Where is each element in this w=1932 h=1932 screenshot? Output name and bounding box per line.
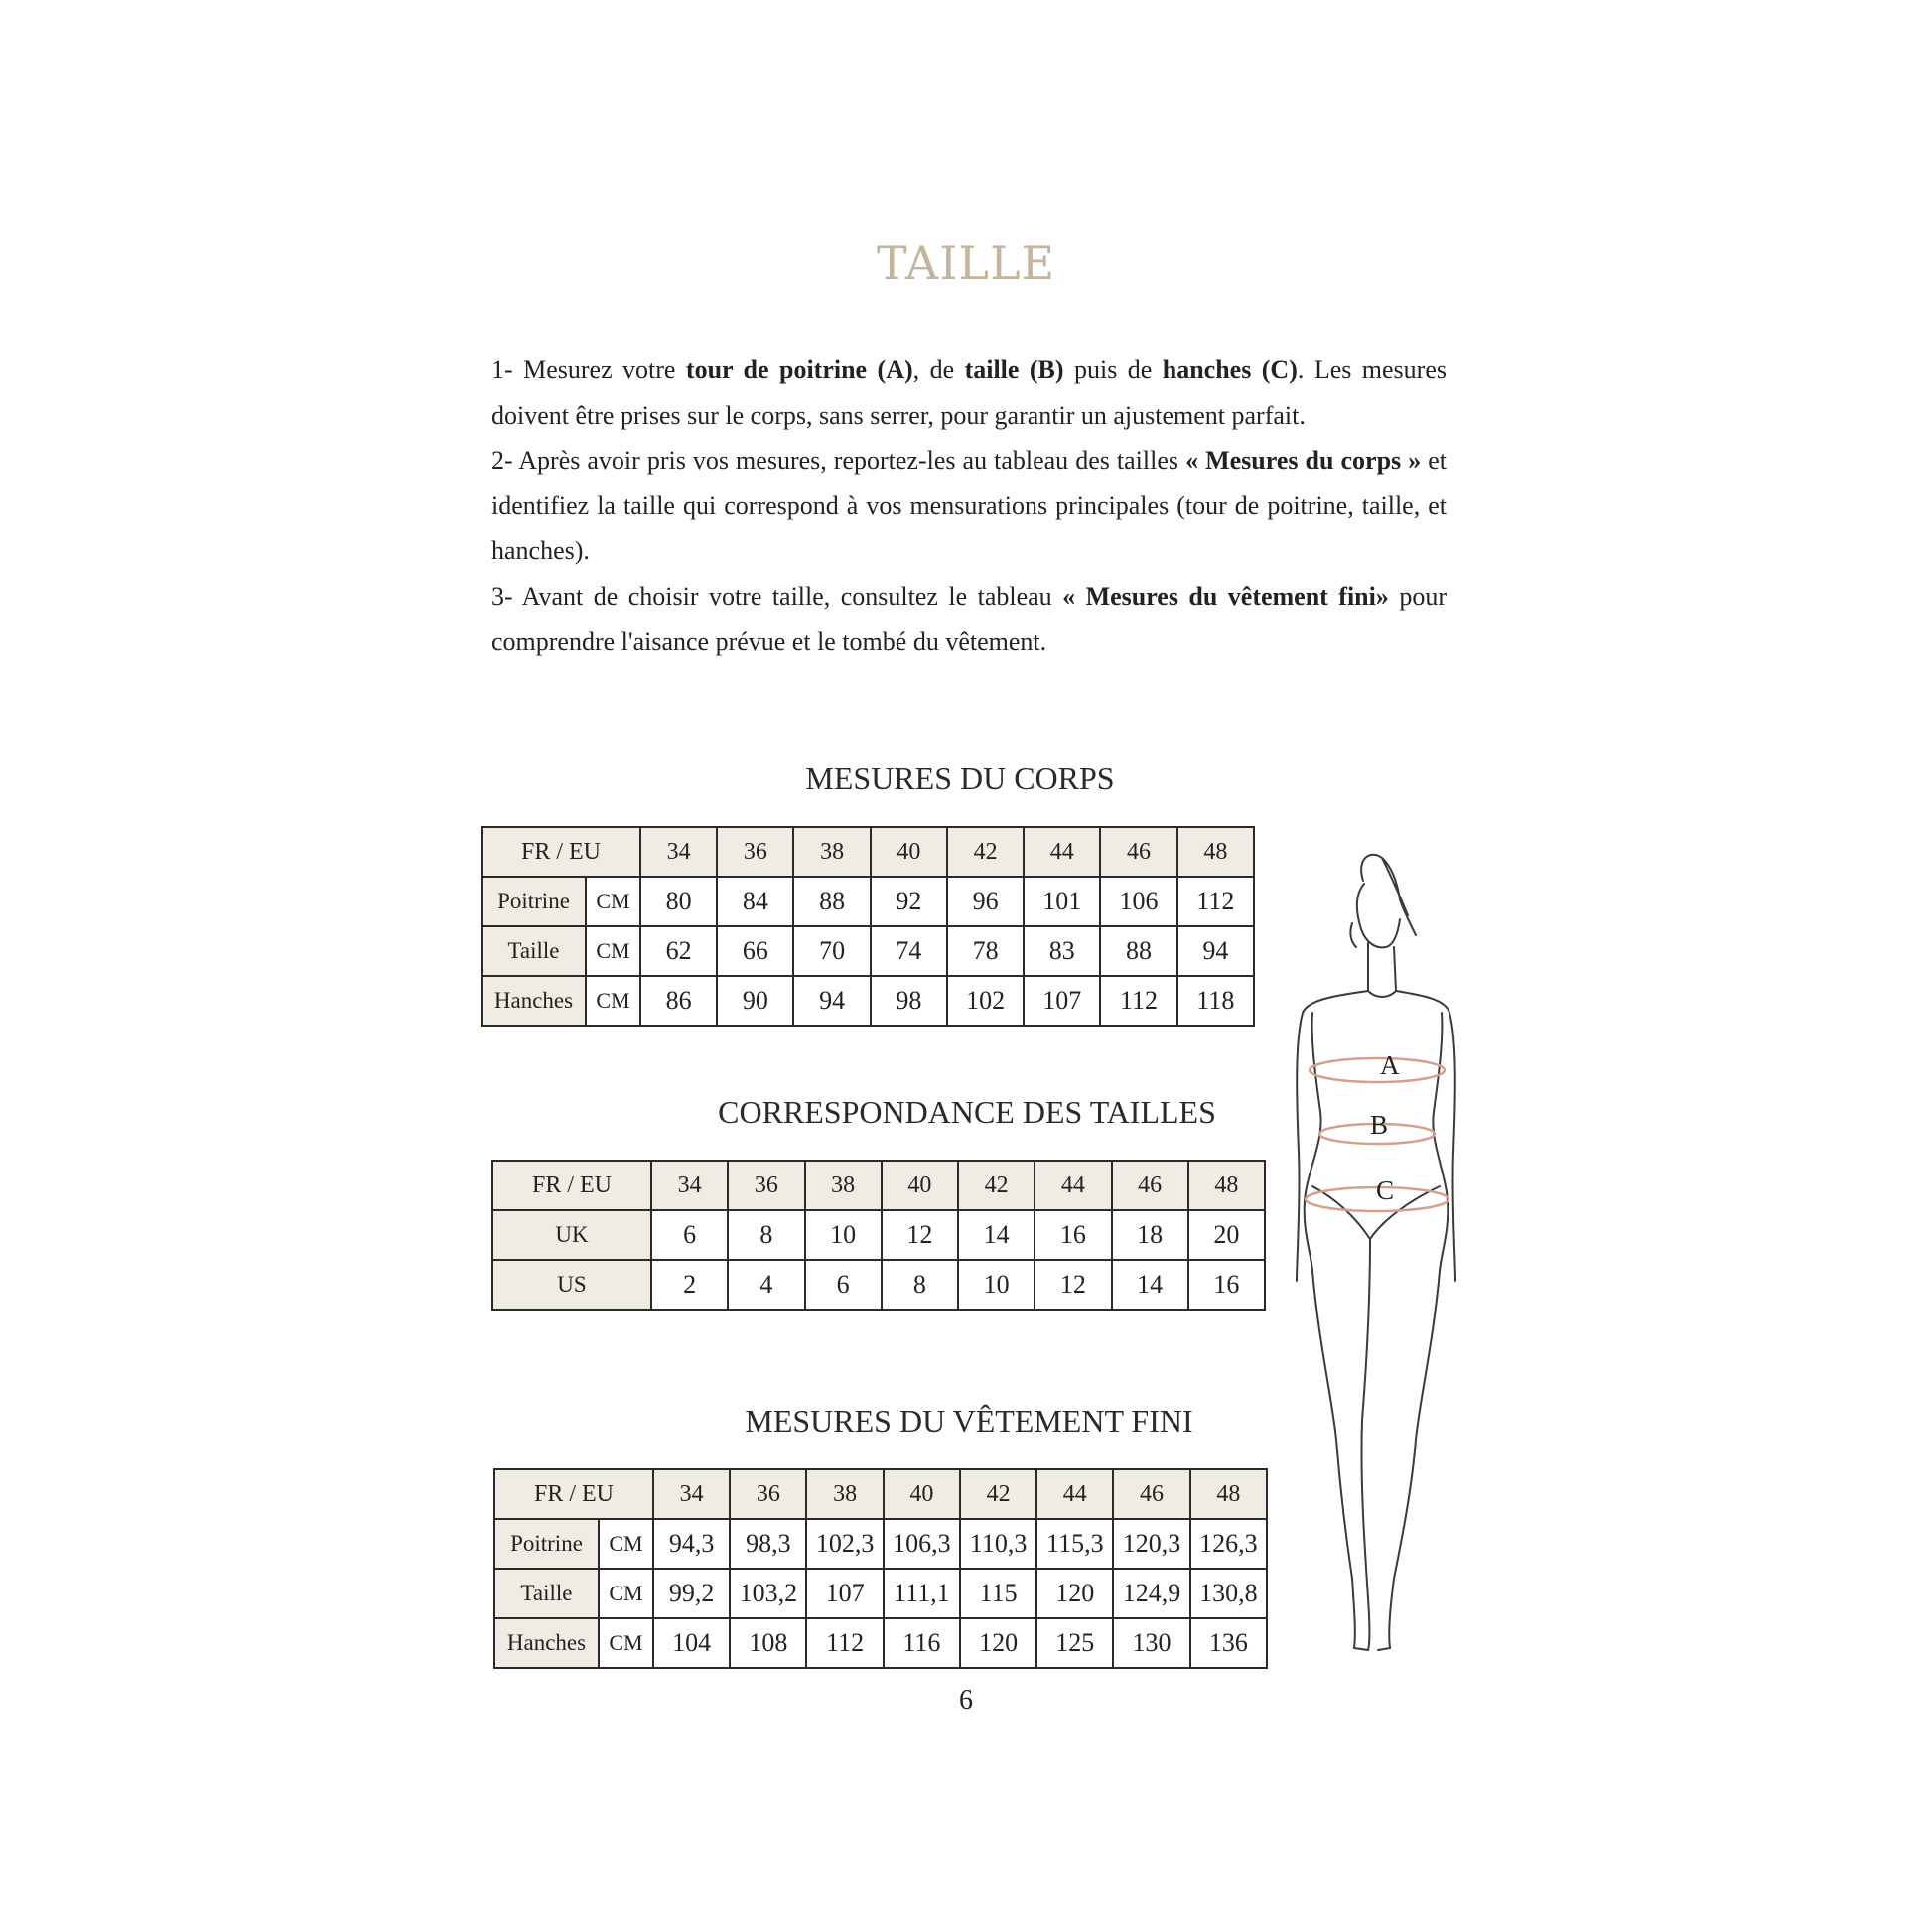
size-header: 40: [882, 1161, 958, 1210]
instruction-step-1: [491, 347, 1447, 438]
table-cell: 99,2: [653, 1569, 730, 1618]
figure-right-arm: [1396, 991, 1455, 1281]
size-header: 46: [1113, 1469, 1189, 1519]
table-cell: 118: [1177, 976, 1254, 1026]
figure-hair: [1361, 855, 1416, 935]
table-cell: 62: [640, 926, 717, 976]
table-cell: 102,3: [806, 1519, 883, 1569]
bust-label: A: [1380, 1050, 1400, 1080]
table-cell: 84: [717, 877, 793, 926]
table-cell: 106,3: [884, 1519, 960, 1569]
table-cell: 2: [651, 1260, 728, 1310]
step-3-text: 3- Avant de choisir votre taille, consultez le tableau: [491, 581, 1063, 611]
table-cell: 94: [1177, 926, 1254, 976]
size-header: 40: [884, 1469, 960, 1519]
table-row: [482, 877, 1254, 926]
size-header: 38: [805, 1161, 882, 1210]
table-cell: 102: [947, 976, 1024, 1026]
table-cell: 88: [793, 877, 870, 926]
table-cell: 16: [1188, 1260, 1265, 1310]
table-cell: 80: [640, 877, 717, 926]
table-cell: 110,3: [960, 1519, 1036, 1569]
row-label: Taille: [494, 1569, 599, 1618]
table-cell: 74: [871, 926, 947, 976]
body-measurements-table: [481, 826, 1255, 1027]
row-label: Hanches: [482, 976, 586, 1026]
step-2-text: 2- Après avoir pris vos mesures, reportez-les au tableau des tailles: [491, 446, 1186, 476]
header-label: FR / EU: [482, 827, 640, 877]
correspondence-table-title: CORRESPONDANCE DES TAILLES: [718, 1094, 1216, 1130]
size-header: 44: [1036, 1469, 1113, 1519]
size-header: 38: [793, 827, 870, 877]
table-cell: 111,1: [884, 1569, 960, 1618]
figure-torso-left: [1305, 1013, 1321, 1271]
row-label: Poitrine: [494, 1519, 599, 1569]
instruction-step-2: [491, 438, 1447, 574]
table-header-row: [494, 1469, 1267, 1519]
table-cell: 88: [1100, 926, 1176, 976]
size-header: 34: [651, 1161, 728, 1210]
table-cell: 125: [1036, 1618, 1113, 1668]
row-unit: CM: [599, 1569, 653, 1618]
size-header: 48: [1177, 827, 1254, 877]
table-cell: 8: [882, 1260, 958, 1310]
instruction-step-3: [491, 574, 1447, 664]
table-cell: 130: [1113, 1618, 1189, 1668]
row-unit: CM: [586, 926, 640, 976]
row-label: Poitrine: [482, 877, 586, 926]
size-header: 36: [717, 827, 793, 877]
table-row: [482, 976, 1254, 1026]
body-table-title: MESURES DU CORPS: [805, 760, 1115, 796]
step-3-table-ref: « Mesures du vêtement fini»: [1062, 581, 1389, 611]
table-cell: 115,3: [1036, 1519, 1113, 1569]
table-row: [494, 1569, 1267, 1618]
table-cell: 16: [1035, 1210, 1111, 1260]
finished-table-title: MESURES DU VÊTEMENT FINI: [745, 1403, 1193, 1439]
size-correspondence-table: [491, 1160, 1266, 1311]
table-cell: 112: [1177, 877, 1254, 926]
size-header: 44: [1035, 1161, 1111, 1210]
step-1-text: , de: [912, 355, 965, 384]
table-cell: 116: [884, 1618, 960, 1668]
step-1-text: 1- Mesurez votre: [491, 355, 686, 384]
table-cell: 120: [960, 1618, 1036, 1668]
table-cell: 106: [1100, 877, 1176, 926]
row-label: Taille: [482, 926, 586, 976]
step-1-waist: taille (B): [964, 355, 1064, 384]
table-cell: 108: [730, 1618, 806, 1668]
size-header: 44: [1024, 827, 1100, 877]
figure-collar: [1368, 991, 1396, 997]
row-unit: CM: [586, 976, 640, 1026]
hip-label: C: [1376, 1175, 1395, 1205]
table-cell: 126,3: [1190, 1519, 1267, 1569]
step-1-bust: tour de poitrine (A): [685, 355, 913, 384]
table-cell: 70: [793, 926, 870, 976]
size-header: 46: [1100, 827, 1176, 877]
table-row: [482, 926, 1254, 976]
table-cell: 92: [871, 877, 947, 926]
instructions: [491, 347, 1447, 664]
step-1-text: . Les mesures doivent être prises sur le corps, sans serrer, pour garantir un ajustement parfait.: [491, 355, 1447, 430]
table-cell: 94,3: [653, 1519, 730, 1569]
table-cell: 20: [1188, 1210, 1265, 1260]
row-label: UK: [492, 1210, 651, 1260]
table-cell: 112: [806, 1618, 883, 1668]
table-cell: 124,9: [1113, 1569, 1189, 1618]
table-cell: 83: [1024, 926, 1100, 976]
step-3-text: pour comprendre l'aisance prévue et le tombé du vêtement.: [491, 581, 1447, 656]
figure-face-side: [1350, 923, 1356, 947]
table-cell: 98,3: [730, 1519, 806, 1569]
size-header: 36: [730, 1469, 806, 1519]
figure-feet: [1354, 1648, 1390, 1650]
row-unit: CM: [586, 877, 640, 926]
size-header: 38: [806, 1469, 883, 1519]
table-cell: 86: [640, 976, 717, 1026]
table-cell: 4: [728, 1260, 804, 1310]
step-1-hips: hanches (C): [1162, 355, 1298, 384]
table-cell: 104: [653, 1618, 730, 1668]
row-label: Hanches: [494, 1618, 599, 1668]
table-cell: 6: [651, 1210, 728, 1260]
figure-inner-leg: [1361, 1239, 1370, 1650]
table-cell: 66: [717, 926, 793, 976]
table-row: [494, 1618, 1267, 1668]
size-header: 42: [947, 827, 1024, 877]
table-cell: 8: [728, 1210, 804, 1260]
table-cell: 12: [882, 1210, 958, 1260]
table-header-row: [482, 827, 1254, 877]
table-row: [494, 1519, 1267, 1569]
figure-neck: [1368, 943, 1396, 991]
step-2-table-ref: « Mesures du corps »: [1185, 446, 1422, 476]
figure-right-leg: [1389, 1271, 1440, 1648]
table-cell: 10: [805, 1210, 882, 1260]
table-cell: 96: [947, 877, 1024, 926]
page-number: 6: [959, 1685, 973, 1716]
table-cell: 78: [947, 926, 1024, 976]
table-cell: 101: [1024, 877, 1100, 926]
table-cell: 120: [1036, 1569, 1113, 1618]
size-header: 34: [640, 827, 717, 877]
step-2-text: et identifiez la taille qui correspond à vos mensurations principales (tour de poitrine, taille, et hanches).: [491, 446, 1447, 566]
table-header-row: [492, 1161, 1265, 1210]
row-label: US: [492, 1260, 651, 1310]
size-header: 48: [1188, 1161, 1265, 1210]
table-row: [492, 1210, 1265, 1260]
table-cell: 14: [958, 1210, 1035, 1260]
size-header: 42: [960, 1469, 1036, 1519]
size-header: 48: [1190, 1469, 1267, 1519]
table-cell: 115: [960, 1569, 1036, 1618]
figure-left-leg: [1312, 1271, 1355, 1648]
page-title: TAILLE: [876, 236, 1056, 290]
figure-head: [1357, 884, 1400, 947]
size-header: 34: [653, 1469, 730, 1519]
table-cell: 6: [805, 1260, 882, 1310]
finished-garment-table: [493, 1468, 1268, 1669]
table-cell: 112: [1100, 976, 1176, 1026]
table-cell: 10: [958, 1260, 1035, 1310]
header-label: FR / EU: [494, 1469, 653, 1519]
body-silhouette-figure: [1291, 844, 1459, 1658]
table-row: [492, 1260, 1265, 1310]
size-header: 40: [871, 827, 947, 877]
table-cell: 94: [793, 976, 870, 1026]
waist-label: B: [1370, 1110, 1389, 1140]
step-1-text: puis de: [1063, 355, 1163, 384]
table-cell: 107: [806, 1569, 883, 1618]
table-cell: 14: [1112, 1260, 1188, 1310]
table-cell: 98: [871, 976, 947, 1026]
table-cell: 103,2: [730, 1569, 806, 1618]
row-unit: CM: [599, 1519, 653, 1569]
size-header: 36: [728, 1161, 804, 1210]
table-cell: 18: [1112, 1210, 1188, 1260]
bust-measure-line: [1310, 1058, 1445, 1082]
table-cell: 120,3: [1113, 1519, 1189, 1569]
row-unit: CM: [599, 1618, 653, 1668]
table-cell: 136: [1190, 1618, 1267, 1668]
size-header: 42: [958, 1161, 1035, 1210]
table-cell: 90: [717, 976, 793, 1026]
table-cell: 12: [1035, 1260, 1111, 1310]
size-header: 46: [1112, 1161, 1188, 1210]
table-cell: 107: [1024, 976, 1100, 1026]
figure-torso-right: [1433, 1013, 1448, 1271]
table-cell: 130,8: [1190, 1569, 1267, 1618]
header-label: FR / EU: [492, 1161, 651, 1210]
